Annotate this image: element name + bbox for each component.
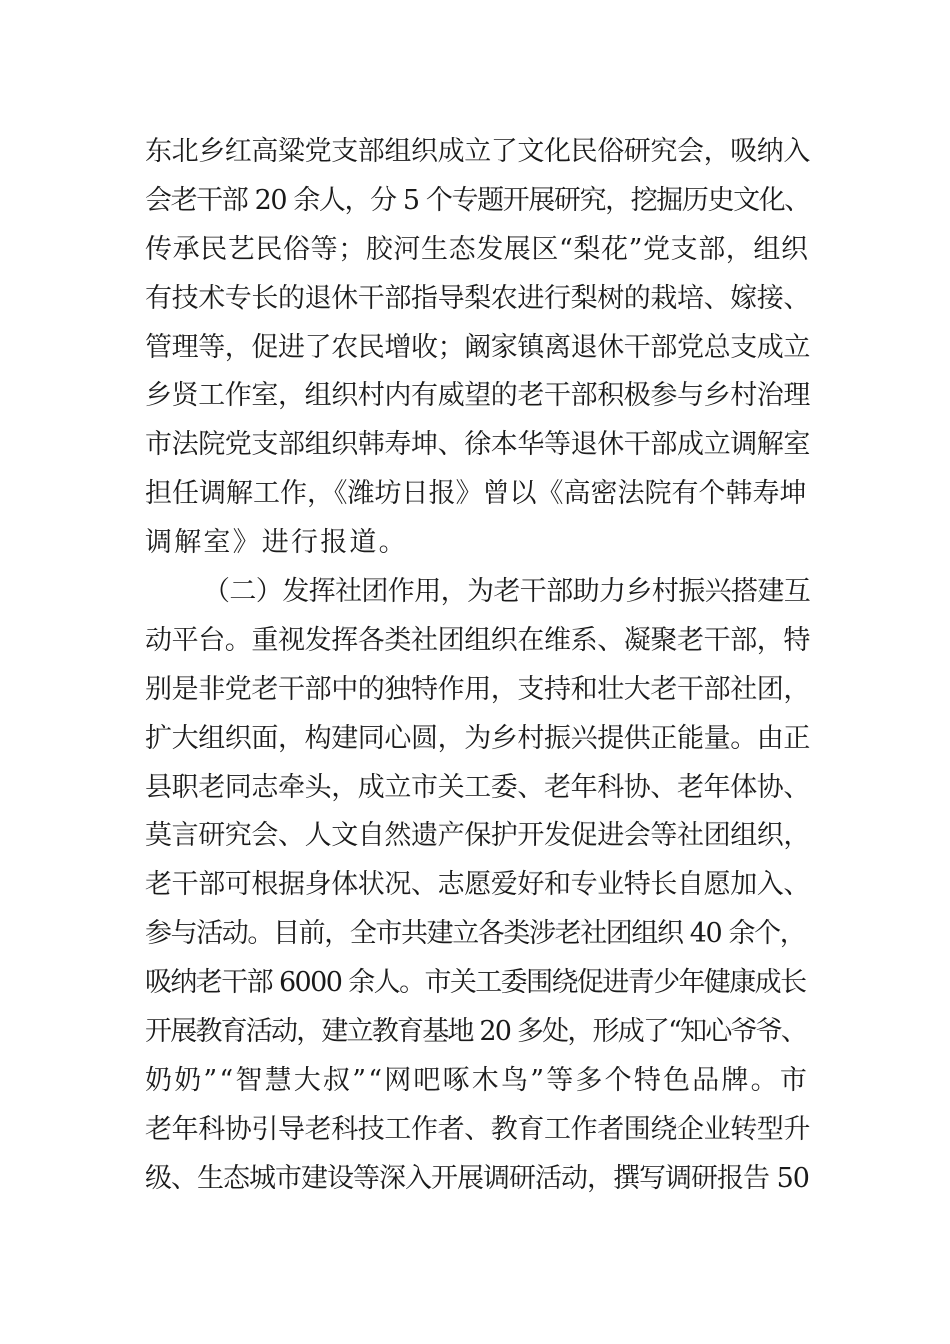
text-line: 市法院党支部组织韩寿坤、徐本华等退休干部成立调解室 bbox=[145, 429, 810, 461]
text-line: 开展教育活动，建立教育基地 20 多处，形成了“知心爷爷、 bbox=[145, 1016, 807, 1048]
body-text bbox=[145, 128, 810, 1204]
text-line: 有技术专长的退休干部指导梨农进行梨树的栽培、嫁接、 bbox=[145, 282, 810, 314]
section-heading-line: （二）发挥社团作用，为老干部助力乡村振兴搭建互 bbox=[203, 576, 811, 608]
text-line: 担任调解工作，《潍坊日报》曾以《高密法院有个韩寿坤 bbox=[145, 478, 807, 510]
text-line: 动平台。重视发挥各类社团组织在维系、凝聚老干部，特 bbox=[145, 624, 810, 656]
text-line: 老干部可根据身体状况、志愿爱好和专业特长自愿加入、 bbox=[145, 869, 810, 901]
text-line: 县职老同志牵头，成立市关工委、老年科协、老年体协、 bbox=[145, 771, 810, 803]
text-line: 调解室》进行报道。 bbox=[145, 527, 408, 559]
text-line: 级、生态城市建设等深入开展调研活动，撰写调研报告 50 bbox=[145, 1162, 809, 1194]
text-line: 参与活动。目前，全市共建立各类涉老社团组织 40 余个， bbox=[145, 918, 806, 950]
text-line: 扩大组织面，构建同心圆，为乡村振兴提供正能量。由正 bbox=[145, 722, 810, 754]
text-line: 奶奶”“智慧大叔”“网吧啄木鸟”等多个特色品牌。市 bbox=[145, 1064, 810, 1096]
text-line: 吸纳老干部 6000 余人。市关工委围绕促进青少年健康成长 bbox=[145, 967, 806, 999]
text-line: 管理等，促进了农民增收；阚家镇离退休干部党总支成立 bbox=[145, 331, 810, 363]
text-line: 莫言研究会、人文自然遗产保护开发促进会等社团组织， bbox=[145, 820, 810, 852]
text-line: 会老干部 20 余人，分 5 个专题开展研究，挖掘历史文化、 bbox=[145, 184, 810, 216]
text-line: 乡贤工作室，组织村内有威望的老干部积极参与乡村治理 bbox=[145, 380, 810, 412]
text-line: 东北乡红高粱党支部组织成立了文化民俗研究会，吸纳入 bbox=[145, 136, 810, 167]
text-line: 传承民艺民俗等；胶河生态发展区“梨花”党支部，组织 bbox=[145, 233, 809, 265]
text-line: 别是非党老干部中的独特作用，支持和壮大老干部社团， bbox=[145, 673, 810, 705]
text-line: 老年科协引导老科技工作者、教育工作者围绕企业转型升 bbox=[145, 1113, 810, 1145]
